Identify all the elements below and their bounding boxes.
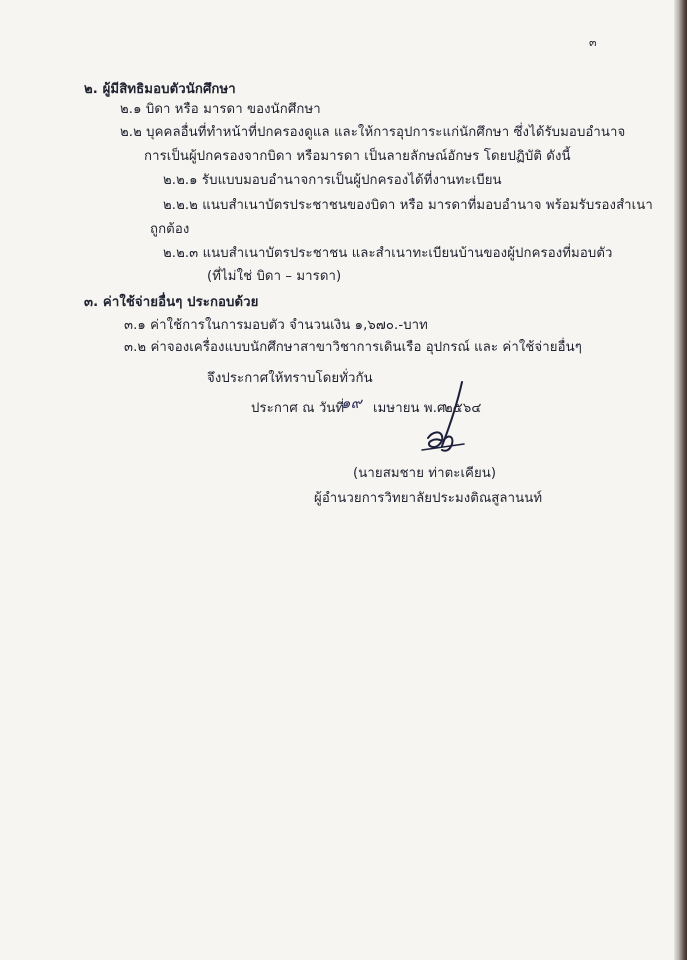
item-3-1: ๓.๑ ค่าใช้การในการมอบตัว จำนวนเงิน ๑,๖๗๐.-บาท <box>124 318 428 333</box>
announcement-line: จึงประกาศให้ทราบโดยทั่วกัน <box>207 371 373 386</box>
signer-name: (นายสมชาย ท่าตะเคียน) <box>353 466 497 481</box>
announce-date-year: ๒๕๖๔ <box>444 401 482 416</box>
section-2-heading: ๒. ผู้มีสิทธิมอบตัวนักศึกษา <box>84 82 236 97</box>
signer-title: ผู้อำนวยการวิทยาลัยประมงติณสูลานนท์ <box>314 491 543 506</box>
item-2-2-3-line2: (ที่ไม่ใช่ บิดา – มารดา) <box>207 269 342 284</box>
item-2-2-line2: การเป็นผู้ปกครองจากบิดา หรือมารดา เป็นลายลักษณ์อักษร โดยปฏิบัติ ดังนี้ <box>144 149 571 164</box>
page-edge-shadow <box>674 0 687 960</box>
item-2-2-2-line2: ถูกต้อง <box>150 222 190 237</box>
announce-date-prefix: ประกาศ ณ วันที่ <box>251 401 345 416</box>
page-number: ๓ <box>589 36 597 49</box>
item-2-2-3-line1: ๒.๒.๓ แนบสำเนาบัตรประชาชน และสำเนาทะเบียนบ้านของผู้ปกครองที่มอบตัว <box>163 246 613 261</box>
item-2-2-2-line1: ๒.๒.๒ แนบสำเนาบัตรประชาชนของบิดา หรือ มารดาที่มอบอำนาจ พร้อมรับรองสำเนา <box>163 198 653 213</box>
handwritten-signature <box>418 380 478 460</box>
section-3-heading: ๓. ค่าใช้จ่ายอื่นๆ ประกอบด้วย <box>84 295 259 310</box>
announce-date-day: ๑๙ <box>341 394 362 412</box>
item-2-2-1: ๒.๒.๑ รับแบบมอบอำนาจการเป็นผู้ปกครองได้ที่งานทะเบียน <box>163 173 502 188</box>
item-2-2-line1: ๒.๒ บุคคลอื่นที่ทำหน้าที่ปกครองดูแล และให้การอุปการะแก่นักศึกษา ซึ่งได้รับมอบอำนาจ <box>120 125 626 140</box>
announce-date-month: เมษายน พ.ศ. <box>373 401 450 416</box>
item-3-2: ๓.๒ ค่าจองเครื่องแบบนักศึกษาสาขาวิชาการเดินเรือ อุปกรณ์ และ ค่าใช้จ่ายอื่นๆ <box>124 340 582 355</box>
item-2-1: ๒.๑ บิดา หรือ มารดา ของนักศึกษา <box>120 102 321 117</box>
